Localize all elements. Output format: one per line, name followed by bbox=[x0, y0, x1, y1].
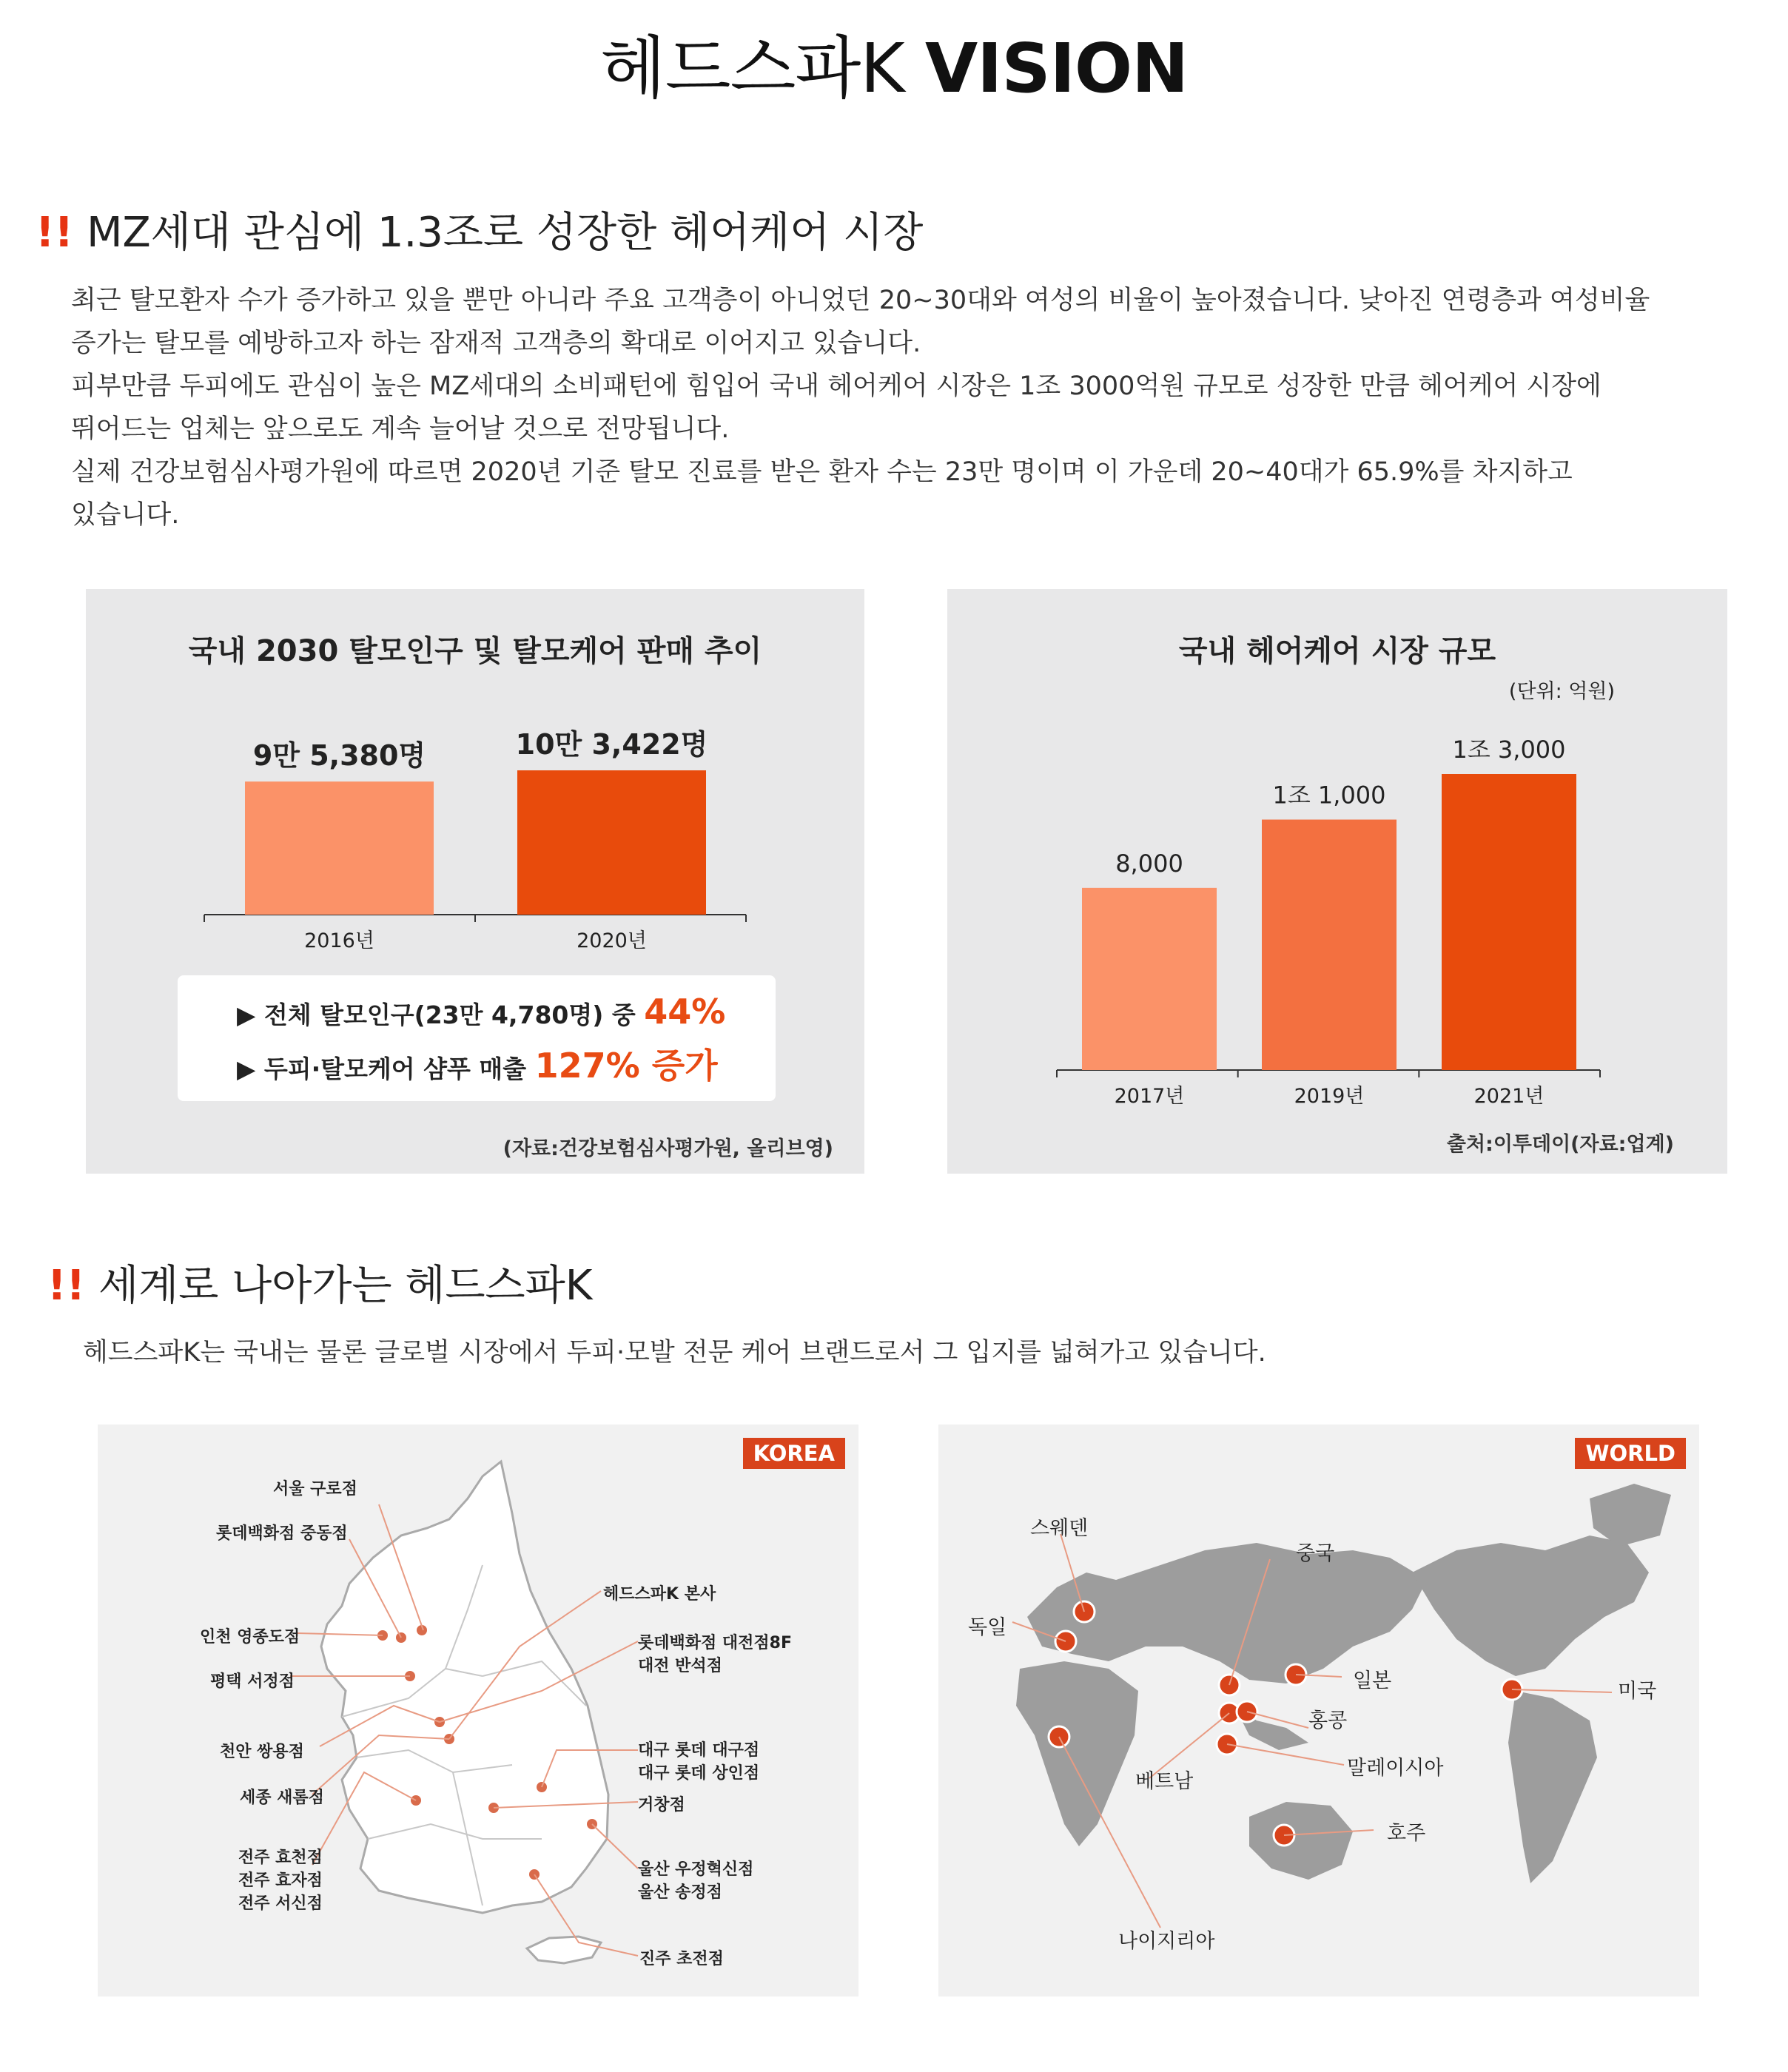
bar-value-label: 1조 3,000 bbox=[1452, 736, 1566, 764]
store-label: 롯데백화점 중동점 bbox=[216, 1524, 348, 1543]
paragraph-line: 뛰어드는 업체는 앞으로도 계속 늘어날 것으로 전망됩니다. bbox=[71, 414, 730, 444]
chart-unit: (단위: 억원) bbox=[1508, 680, 1615, 703]
paragraph-line: 있습니다. bbox=[71, 500, 180, 530]
paragraph-line: 증가는 탈모를 예방하고자 하는 잠재적 고객층의 확대로 이어지고 있습니다. bbox=[71, 329, 921, 358]
x-tick-label: 2016년 bbox=[304, 929, 374, 952]
store-label: 헤드스파K 본사 bbox=[603, 1585, 716, 1604]
x-tick-label: 2020년 bbox=[577, 929, 647, 952]
korea-map bbox=[98, 1424, 858, 1997]
australia-shape bbox=[1249, 1802, 1353, 1880]
country-label: 독일 bbox=[968, 1616, 1007, 1639]
store-label: 거창점 bbox=[638, 1796, 685, 1814]
info-highlight: 44% bbox=[644, 992, 726, 1032]
country-label: 중국 bbox=[1296, 1542, 1335, 1565]
page-title-normal: 헤드스파K bbox=[599, 29, 925, 108]
store-label: 전주 서신점 bbox=[238, 1894, 323, 1913]
info-line-text: ▶ 두피·탈모케어 샴푸 매출 bbox=[237, 1054, 535, 1083]
x-tick-label: 2017년 bbox=[1114, 1085, 1185, 1108]
paragraph-line: 최근 탈모환자 수가 증가하고 있을 뿐만 아니라 주요 고객층이 아니었던 20~30대와 여성의 비율이 높아졌습니다. 낮아진 연령층과 여성비율 bbox=[71, 286, 1650, 315]
store-label: 울산 우정혁신점 bbox=[638, 1860, 754, 1879]
store-label: 전주 효천점 bbox=[238, 1849, 323, 1867]
section-heading-global bbox=[47, 1260, 592, 1312]
south-america-shape bbox=[1508, 1691, 1597, 1883]
store-label: 대구 롯데 상인점 bbox=[638, 1764, 760, 1783]
store-label: 인천 영종도점 bbox=[200, 1628, 300, 1646]
exclamation-icon: !! bbox=[36, 209, 74, 257]
store-label: 천안 쌍용점 bbox=[220, 1743, 304, 1761]
store-label-group bbox=[638, 1739, 759, 1785]
global-paragraph: 헤드스파K는 국내는 물론 글로벌 시장에서 두피·모발 전문 케어 브랜드로서 그 입지를 넓혀가고 있습니다. bbox=[83, 1338, 1266, 1368]
korea-badge: KOREA bbox=[743, 1438, 845, 1469]
bar bbox=[1442, 774, 1576, 1070]
store-label: 대전 반석점 bbox=[638, 1657, 722, 1675]
info-line-text: ▶ 전체 탈모인구(23만 4,780명) 중 bbox=[237, 1000, 645, 1029]
paragraph-line: 실제 건강보험심사평가원에 따르면 2020년 기준 탈모 진료를 받은 환자 수는 23만 명이며 이 가운데 20~40대가 65.9%를 차지하고 bbox=[71, 457, 1573, 487]
section-heading-market bbox=[36, 207, 923, 259]
chart-source: 출처:이투데이(자료:업계) bbox=[1446, 1133, 1674, 1156]
country-label: 홍콩 bbox=[1308, 1709, 1348, 1732]
market-paragraph bbox=[71, 279, 1650, 536]
chart-panel-hairloss bbox=[86, 589, 864, 1174]
market-size-bar-chart bbox=[947, 589, 1727, 1122]
africa-shape bbox=[1016, 1661, 1138, 1846]
info-line-share bbox=[237, 992, 725, 1032]
korea-map-panel bbox=[98, 1424, 858, 1997]
chart-title: 국내 2030 탈모인구 및 탈모케어 판매 추이 bbox=[188, 634, 762, 668]
store-label: 대구 롯데 대구점 bbox=[638, 1741, 760, 1760]
hairloss-bar-chart bbox=[86, 589, 864, 974]
country-label: 스웨덴 bbox=[1030, 1517, 1089, 1540]
country-label: 미국 bbox=[1618, 1680, 1657, 1703]
chart-panel-market-size bbox=[947, 589, 1727, 1174]
greenland-shape bbox=[1590, 1484, 1671, 1547]
store-label: 전주 효자점 bbox=[238, 1871, 323, 1890]
store-label: 평택 서정점 bbox=[210, 1672, 295, 1691]
paragraph-line: 피부만큼 두피에도 관심이 높은 MZ세대의 소비패턴에 힘입어 국내 헤어케어 시장은 1조 3000억원 규모로 성장한 만큼 헤어케어 시장에 bbox=[71, 371, 1602, 401]
bar-value-label: 9만 5,380명 bbox=[252, 739, 426, 773]
country-label: 베트남 bbox=[1135, 1770, 1194, 1793]
info-line-sales bbox=[237, 1039, 718, 1088]
exclamation-icon: !! bbox=[47, 1262, 86, 1310]
country-label: 말레이시아 bbox=[1347, 1757, 1444, 1780]
world-badge: WORLD bbox=[1575, 1438, 1686, 1469]
store-label-group bbox=[638, 1858, 753, 1904]
jeju-island bbox=[527, 1937, 601, 1963]
bar-value-label: 1조 1,000 bbox=[1272, 781, 1386, 810]
store-label-group bbox=[238, 1846, 323, 1915]
store-label: 롯데백화점 대전점8F bbox=[638, 1634, 793, 1652]
x-tick-label: 2019년 bbox=[1294, 1085, 1365, 1108]
section-heading-text: MZ세대 관심에 1.3조로 성장한 헤어케어 시장 bbox=[87, 209, 924, 257]
store-label: 울산 송정점 bbox=[638, 1883, 722, 1902]
bar bbox=[517, 770, 706, 915]
country-label: 일본 bbox=[1353, 1669, 1392, 1692]
world-map-panel bbox=[938, 1424, 1699, 1997]
page-title-bold: VISION bbox=[924, 29, 1189, 108]
chart-source: (자료:건강보험심사평가원, 올리브영) bbox=[503, 1137, 833, 1160]
bar bbox=[1262, 820, 1397, 1070]
korea-peninsula bbox=[321, 1462, 608, 1913]
info-box bbox=[178, 975, 776, 1101]
x-tick-label: 2021년 bbox=[1473, 1085, 1545, 1108]
page-title bbox=[0, 28, 1788, 110]
store-label: 세종 새롬점 bbox=[240, 1789, 324, 1807]
bar-value-label: 10만 3,422명 bbox=[515, 728, 708, 761]
country-label: 호주 bbox=[1387, 1822, 1426, 1845]
bar-value-label: 8,000 bbox=[1115, 849, 1183, 878]
store-label: 진주 초전점 bbox=[639, 1950, 724, 1968]
store-label-group bbox=[638, 1632, 792, 1678]
bar bbox=[245, 781, 434, 915]
section-heading-text: 세계로 나아가는 헤드스파K bbox=[98, 1262, 593, 1310]
info-highlight: 127% 증가 bbox=[534, 1046, 718, 1086]
bar bbox=[1082, 888, 1217, 1070]
chart-title: 국내 헤어케어 시장 규모 bbox=[1178, 634, 1496, 668]
north-america-shape bbox=[1412, 1536, 1649, 1676]
country-label: 나이지리아 bbox=[1118, 1930, 1215, 1953]
store-label: 서울 구로점 bbox=[273, 1480, 357, 1498]
